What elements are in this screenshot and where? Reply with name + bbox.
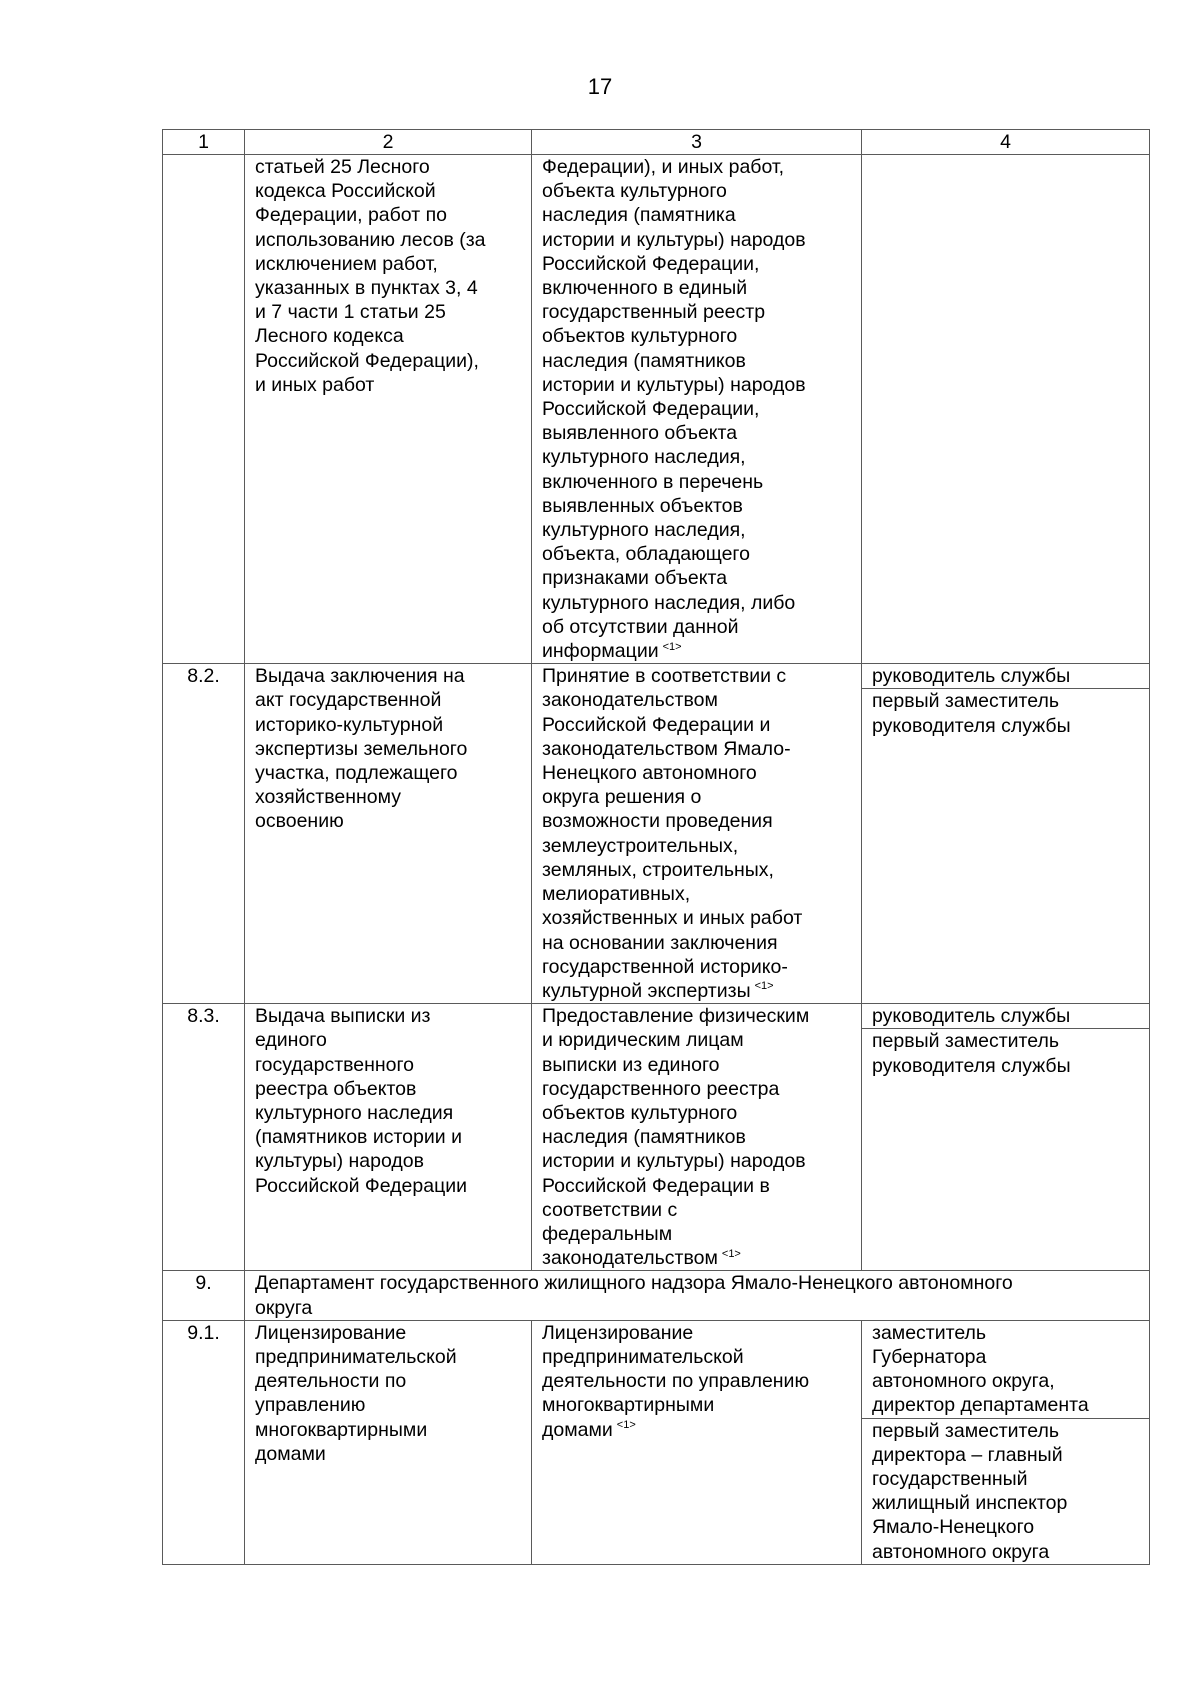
footnote-marker: <1> [662, 640, 682, 653]
row-number-cell: 9. [163, 1271, 245, 1320]
service-content-text: Федерации), и иных работ, объекта культурного наследия (памятника истории и культуры) народов Российской Федерации, включенного в единый государственный реестр объектов культурного наследия (памятников истории и культуры) народов Российской Федерации, выявленного объекта культурного наследия, включенного в перечень выявленных объектов культурного наследия, объекта, обладающего признаками объекта культурного наследия, либо об отсутствии данной информации [542, 156, 806, 663]
service-content-cell [532, 1320, 862, 1564]
service-content-text: Принятие в соответствии с законодательством Российской Федерации и законодательством Ямало- Ненецкого автономного округа решения о возможности проведения землеустроительных, земляных, строительных, мелиоративных, хозяйственных и иных работ на основании заключения государственной историко- культурной экспертизы [542, 665, 803, 1002]
column-header-4: 4 [862, 130, 1150, 155]
responsible-deputy: первый заместитель директора – главный государственный жилищный инспектор Ямало-Ненецкого автономного округа [872, 1419, 1068, 1563]
row-number-cell: 8.2. [163, 664, 245, 1004]
table-row-9-section [163, 1271, 1150, 1320]
service-content-cell [532, 1004, 862, 1271]
responsible-primary: заместитель Губернатора автономного округа, директор департамента [862, 1321, 1149, 1419]
responsible-cell [862, 155, 1150, 664]
service-name-cell: статьей 25 Лесного кодекса Российской Федерации, работ по использованию лесов (за исключением работ, указанных в пунктах 3, 4 и 7 части 1 статьи 25 Лесного кодекса Российской Федерации), и иных работ [245, 155, 532, 664]
service-name-cell: Выдача заключения на акт государственной историко-культурной экспертизы земельного участка, подлежащего хозяйственному освоению [245, 664, 532, 1004]
service-content-cell [532, 155, 862, 664]
responsible-cell [862, 1004, 1150, 1271]
page-number: 17 [587, 74, 613, 99]
table-header-row [163, 130, 1150, 155]
department-heading-cell: Департамент государственного жилищного надзора Ямало-Ненецкого автономного округа [245, 1271, 1150, 1320]
responsible-primary: руководитель службы [862, 664, 1149, 689]
service-name-cell: Выдача выписки из единого государственного реестра объектов культурного наследия (памятников истории и культуры) народов Российской Федерации [245, 1004, 532, 1271]
authority-table [162, 129, 1150, 1565]
row-number-cell: 9.1. [163, 1320, 245, 1564]
responsible-cell [862, 1320, 1150, 1564]
table-row-8-3 [163, 1004, 1150, 1271]
table-row-9-1 [163, 1320, 1150, 1564]
column-header-3: 3 [532, 130, 862, 155]
service-content-text: Лицензирование предпринимательской деятельности по управлению многоквартирными домами [542, 1321, 810, 1441]
responsible-cell [862, 664, 1150, 1004]
row-number-cell: 8.3. [163, 1004, 245, 1271]
service-content-text: Предоставление физическим и юридическим лицам выписки из единого государственного реестра объектов культурного наследия (памятников истории и культуры) народов Российской Федерации в соответствии с федеральным законодательством [542, 1005, 810, 1270]
column-header-1: 1 [163, 130, 245, 155]
footnote-marker: <1> [754, 980, 774, 993]
table-row-continuation [163, 155, 1150, 664]
service-name-cell: Лицензирование предпринимательской деятельности по управлению многоквартирными домами [245, 1320, 532, 1564]
column-header-2: 2 [245, 130, 532, 155]
row-number-cell [163, 155, 245, 664]
responsible-deputy: первый заместитель руководителя службы [872, 690, 1071, 737]
service-content-cell [532, 664, 862, 1004]
table-row-8-2 [163, 664, 1150, 1004]
footnote-marker: <1> [616, 1419, 636, 1432]
responsible-deputy: первый заместитель руководителя службы [872, 1030, 1071, 1077]
footnote-marker: <1> [721, 1247, 741, 1260]
responsible-primary: руководитель службы [862, 1004, 1149, 1029]
